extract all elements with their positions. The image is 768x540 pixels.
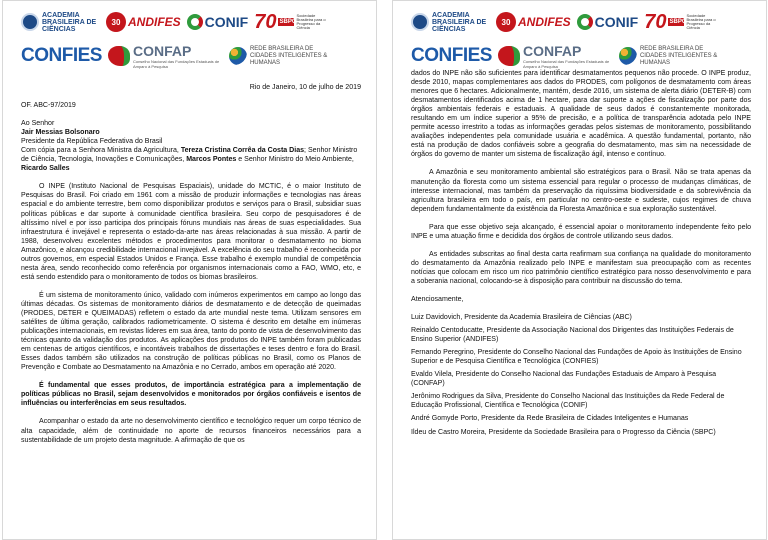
logo-header [21, 7, 366, 73]
abc-logo: ACADEMIA BRASILEIRA DE CIÊNCIAS [21, 12, 100, 33]
confap-logo: CONFAP Conselho Nacional das Fundações Estaduais de Amparo à Pesquisa [498, 43, 613, 69]
closing: Atenciosamente, [411, 295, 464, 303]
paragraph-6: Para que esse objetivo seja alcançado, é essencial apoiar o monitoramento independente feito pelo INPE e uma atuação firme e decidida dos órgãos de controle utilizando seus dados. [411, 223, 751, 240]
conif-logo: CONIF [577, 14, 639, 30]
rede-logo: REDE BRASILEIRA DE CIDADES INTELIGENTES & HUMANAS [229, 46, 340, 67]
addressee-title: Presidente da República Federativa do Brasil [21, 138, 163, 146]
conif-ring-icon [187, 14, 203, 30]
paragraph-1: O INPE (Instituto Nacional de Pesquisas Espaciais), unidade do MCTIC, é o maior Instituto de Pesquisas do Brasil. Foi criado em 1961 com a missão de produzir informações e tecnologias nas áreas espacial e do ambiente terrestre, bem como disponibilizar produtos e serviços para o Brasil, subsidiar suas políticas públicas e dar suporte à comunidade científica brasileira. Seu corpo de pesquisadores é de altíssimo nível e por isso participa dos principais fóruns mundiais nas áreas de suas especialidades. Sua infraestrutura é invejável e representa o estado-da-arte nas áreas relacionadas à sua missão. A partir de 1988, desenvolveu excelentes métodos e procedimentos para monitorar o desmatamento no bioma Amazônico, e alcançou credibilidade internacional invejável. A excelência do seu trabalho é reconhecida por outros governos, em especial Estados Unidos e França. Esse trabalho é exemplo mundial de competência nesta área, sendo reconhecido como referência por organismos internacionais como a FAO, WMO, etc, e está sendo estendido para o monitoramento de todos os biomas brasileiros. [21, 183, 361, 281]
confap-logo: CONFAP Conselho Nacional das Fundações Estaduais de Amparo à Pesquisa [108, 43, 223, 69]
conif-logo: CONIF [187, 14, 249, 30]
rede-logo: REDE BRASILEIRA DE CIDADES INTELIGENTES & HUMANAS [619, 46, 730, 67]
addressee-salutation: Ao Senhor [21, 120, 55, 128]
rede-mark-icon [619, 47, 637, 65]
signature-item: Luiz Davidovich, Presidente da Academia Brasileira de Ciências (ABC) [411, 314, 632, 322]
sbpc-logo: 70 SBPC Sociedade Brasileira para o Progresso da Ciência [644, 11, 716, 33]
paragraph-5: A Amazônia e seu monitoramento ambiental são estratégicos para o Brasil. Não se trata apenas da manutenção da floresta como um sistema essencial para regular o processo de mudanças climáticas, de interesse internacional, mas também da preservação da riquíssima biodiversidade e da sobrevivência da agricultura brasileira em todo o país, em particular no centro-oeste e sudeste, cujos regimes de chuva dependem fundamentalmente da existência da Floresta Amazônica e sua exploração sustentável. [411, 169, 751, 213]
andifes-logo: 30 ANDIFES [496, 12, 571, 32]
rede-mark-icon [229, 47, 247, 65]
logo-header-2 [411, 7, 756, 73]
conif-ring-icon [577, 14, 593, 30]
paragraph-4: Acompanhar o estado da arte no desenvolvimento científico e tecnológico requer um corpo técnico de alta capacidade, além de continuidade no aporte de recursos financeiros necessários para a sustentabilidade de um projeto desta magnitude. A afirmação de que os [21, 418, 361, 444]
signature-item: André Gomyde Porto, Presidente da Rede Brasileira de Cidades Inteligentes e Humanas [411, 415, 689, 423]
paragraph-7: As entidades subscritas ao final desta carta reafirmam sua confiança na qualidade do monitoramento do desmatamento da Amazônia realizado pelo INPE e manifestam sua preocupação com as recentes notícias que colocam em risco um rico patrimônio científico estratégico para nosso desenvolvimento e para a soberania nacional, colocando-se à disposição para contribuir na discussão do tema. [411, 250, 751, 285]
sbpc-logo: 70 SBPC Sociedade Brasileira para o Progresso da Ciência [254, 11, 326, 33]
signature-item: Reinaldo Centoducatte, Presidente da Associação Nacional dos Dirigentes das Instituições Federais de Ensino Superior (ANDIFES) [411, 327, 734, 344]
paragraph-4-continued: dados do INPE não são suficientes para identificar desmatamentos pequenos não procede. O INPE produz, desde 2010, mapas complementares aos dados do PRODES, com polígonos de desmatamento com áreas menores que 6 hectares. Adicionalmente, mantém, desde 2016, um sistema de alerta diário (DETER-B) com desmatamentos identificados acima de 1 hectare, para dar suporte a ações de fiscalização por parte dos órgãos ambientais federais e estaduais. A qualidade de seus dados é constantemente monitorada, resultando em um índice superior a 95% de precisão, e a política de transparência adotada pelo INPE permite acesso irrestrito a todas as informações geradas pelos sistemas de monitoramento, possibilitando avaliações independentes pela comunidade usuária e acadêmica. A questão fundamental, portanto, não está na produção de dados confiáveis sobre a geografia do desmatamento, mas sim na necessidade de órgãos do governo de manter um sistema de fiscalização ágil, intenso e contínuo. [411, 70, 751, 159]
confap-mark-icon [108, 46, 130, 66]
cc-line: Com cópia para a Senhora Ministra da Agricultura, Tereza Cristina Corrêa da Costa Dias; Senhor Ministro de Ciência, Tecnologia, Inovações e Comunicações, Marcos Pontes e Senhor Ministro do Meio Ambiente, Ricardo Salles [21, 147, 358, 173]
confies-logo: CONFIES [21, 45, 102, 66]
abc-seal-icon [21, 13, 39, 31]
signature-item: Ildeu de Castro Moreira, Presidente da Sociedade Brasileira para o Progresso da Ciência (SBPC) [411, 428, 716, 436]
addressee-name: Jair Messias Bolsonaro [21, 129, 100, 137]
confap-mark-icon [498, 46, 520, 66]
confies-logo: CONFIES [411, 45, 492, 66]
letter-date: Rio de Janeiro, 10 de julho de 2019 [249, 84, 361, 91]
paragraph-2: É um sistema de monitoramento único, validado com inúmeros experimentos em campo ao longo das últimas décadas. Os sistemas de monitoramento diários de desmatamento e de detecção de queimadas (PRODES, DETER e QUEIMADAS) refletem o estado da arte mundial neste tema. Utilizam sensores em satélites de última geração, calibrados radiometricamente. O sistema é descrito em detalhe em inúmeras publicações internacionais, em revistas líderes em sua área, tanto do ponto de vista de desenvolvimento das técnicas quanto da validação dos produtos. As aplicações dos produtos do INPE também foram publicadas em centenas de artigos científicos, e incontáveis trabalhos de dissertações e teses dentro e fora do Brasil. Esses dados também são utilizados na construção de políticas públicas no Brasil, como os Planos de Prevenção e Combate ao Desmatamento na Amazônia e no Cerrado, ambos em operação até 2020. [21, 291, 362, 372]
abc-logo: ACADEMIA BRASILEIRA DE CIÊNCIAS [411, 12, 490, 33]
letter-page-2 [392, 0, 767, 540]
letter-reference: OF. ABC-97/2019 [21, 102, 76, 110]
letter-body-right [411, 69, 751, 437]
letter-body-left [21, 83, 361, 445]
signature-item: Evaldo Vilela, Presidente do Conselho Nacional das Fundações Estaduais de Amparo à Pesquisa (CONFAP) [411, 371, 717, 388]
signature-item: Fernando Peregrino, Presidente do Conselho Nacional das Fundações de Apoio às Instituições de Ensino Superior e de Pesquisa Científica e Tecnológica (CONFIES) [411, 349, 742, 366]
andifes-logo: 30 ANDIFES [106, 12, 181, 32]
paragraph-3: É fundamental que esses produtos, de importância estratégica para a implementação de políticas públicas no Brasil, sejam desenvolvidos e monitorados por órgãos confiáveis e isentos de influências ou interferências em seus resultados. [21, 382, 361, 408]
signature-item: Jerônimo Rodrigues da Silva, Presidente do Conselho Nacional das Instituições da Rede Federal de Educação Profissional, Científica e Tecnológica (CONIF) [411, 393, 725, 410]
letter-page-1 [2, 0, 377, 540]
abc-seal-icon [411, 13, 429, 31]
signature-list [411, 313, 751, 437]
